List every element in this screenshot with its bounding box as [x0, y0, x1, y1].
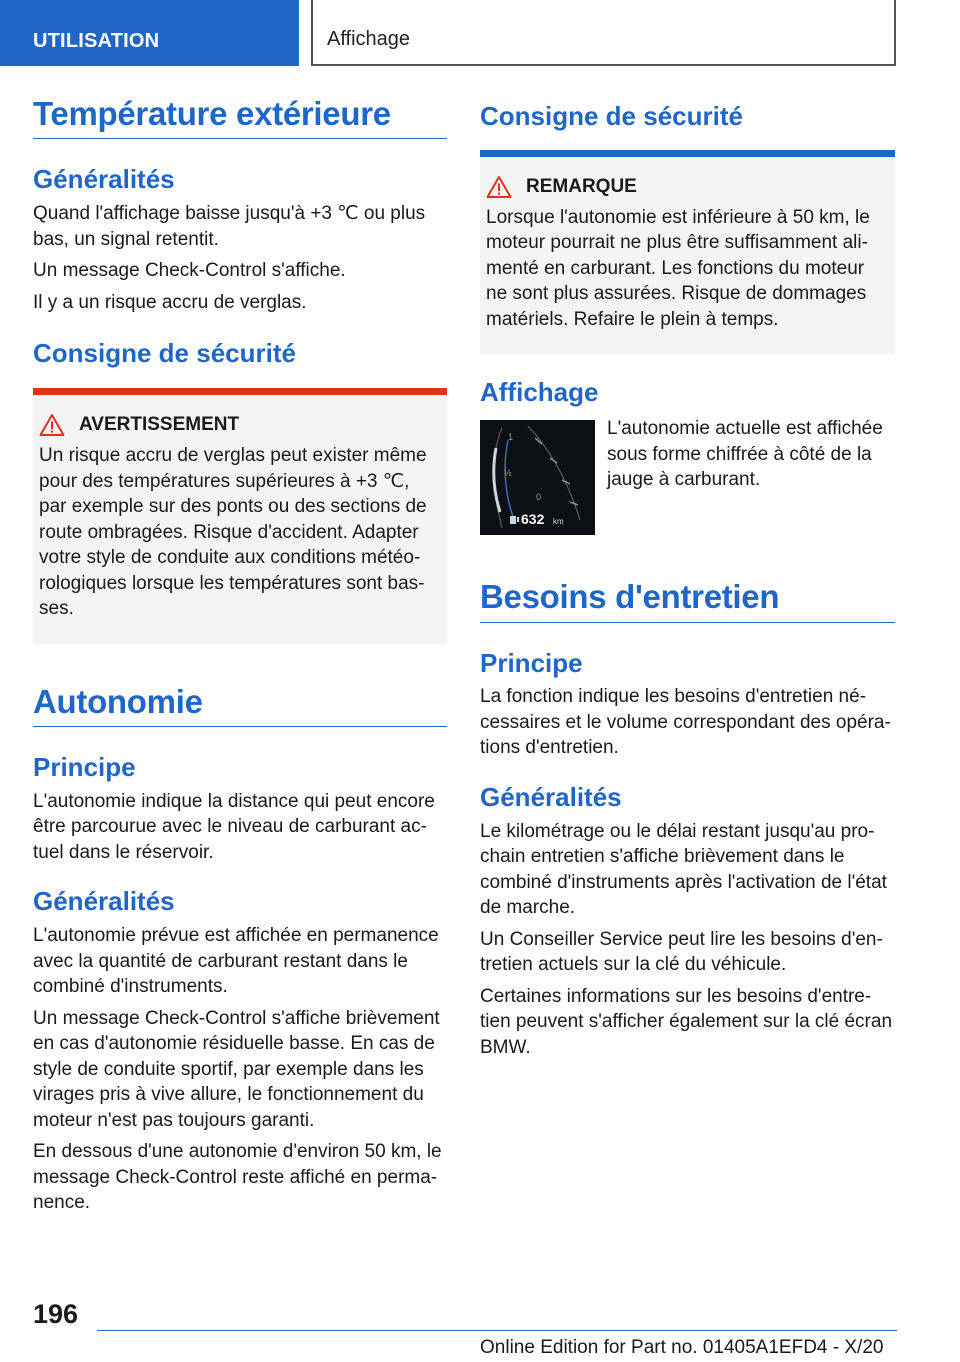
warning-box: [33, 388, 447, 644]
range-value: 632: [521, 511, 545, 528]
notice-text: Lorsque l'autonomie est inférieure à 50 km, le moteur pourrait ne plus être suffisamment alimenté en carburant. Les fonctions du moteur ne sont plus assurées. Risque de dommages matériels. Refaire le plein à temps.: [486, 206, 870, 330]
chapter-title: Affichage: [311, 0, 896, 66]
heading-principe: Principe: [480, 647, 583, 678]
left-column: [33, 96, 447, 1216]
heading-consigne-securite: Consigne de sécurité: [480, 101, 743, 131]
paragraph: La fonction indique les besoins d'entretien nécessaires et le volume correspondant des opérations d'entretien.: [480, 686, 891, 759]
affichage-row: [480, 420, 895, 535]
warning-triangle-icon: [39, 413, 65, 437]
paragraph: Un message Check-Control s'affiche brièvement en cas d'autonomie résiduelle basse. En cas de style de conduite sportif, par exemple dans les virages pris à vive allure, le fonctionnement du moteur n'est pas toujours garanti.: [33, 1007, 440, 1131]
warning-title: [39, 413, 441, 437]
page-number: 196: [33, 1299, 79, 1329]
paragraph: Certaines informations sur les besoins d'entretien peuvent s'afficher également sur la clé écran BMW.: [480, 985, 893, 1058]
range-unit: km: [553, 517, 564, 527]
right-column: [480, 96, 895, 1060]
notice-title: [486, 175, 889, 199]
fuel-gauge-image: [480, 420, 595, 535]
heading-consigne-securite: Consigne de sécurité: [33, 338, 296, 369]
paragraph: Quand l'affichage baisse jusqu'à +3 ℃ ou plus bas, un signal retentit.: [33, 203, 426, 250]
notice-label: REMARQUE: [526, 175, 637, 197]
gauge-mark-half: ½: [504, 468, 512, 479]
paragraph: En dessous d'une autonomie d'environ 50 km, le message Check-Control reste affiché en permanence.: [33, 1141, 442, 1214]
heading-generalites: Généralités: [33, 886, 175, 917]
warning-label: AVERTISSEMENT: [79, 414, 240, 436]
heading-generalites: Généralités: [33, 164, 175, 195]
footer-divider: [97, 1330, 897, 1331]
heading-affichage: Affichage: [480, 377, 599, 408]
warning-triangle-icon: [486, 175, 512, 199]
section-title-entretien: Besoins d'entretien: [480, 579, 895, 622]
gauge-mark-full: 1: [508, 432, 514, 443]
affichage-text: L'autonomie actuelle est affichée sous forme chiffrée à côté de la jauge à carburant.: [607, 418, 883, 491]
section-title-temperature: Température extérieure: [33, 96, 447, 139]
heading-principe: Principe: [33, 751, 136, 782]
notice-box: [480, 150, 895, 355]
paragraph: Il y a un risque accru de verglas.: [33, 291, 307, 313]
paragraph: Un Conseiller Service peut lire les besoins d'entretien actuels sur la clé du véhicule.: [480, 928, 883, 976]
gauge-mark-empty: 0: [536, 492, 542, 503]
paragraph: L'autonomie prévue est affichée en permanence avec la quantité de carburant restant dans le combiné d'instruments.: [33, 925, 439, 998]
heading-generalites: Généralités: [480, 781, 622, 812]
warning-text: Un risque accru de verglas peut exister même pour des températures supérieures à +3 ℃, par exemple sur des ponts ou des sections de route ombragées. Risque d'accident. Adapter votre style de conduite aux conditions météorologiques lorsque les températures sont basses.: [39, 445, 427, 620]
edition-info: Online Edition for Part no. 01405A1EFD4 - X/20: [480, 1337, 884, 1358]
paragraph: Le kilométrage ou le délai restant jusqu'au prochain entretien s'affiche brièvement dans le combiné d'instruments après l'activation de l'état de marche.: [480, 820, 887, 919]
paragraph: Un message Check-Control s'affiche.: [33, 260, 346, 282]
paragraph: L'autonomie indique la distance qui peut encore être parcourue avec le niveau de carburant actuel dans le réservoir.: [33, 790, 435, 863]
section-tab: UTILISATION: [0, 0, 299, 66]
section-title-autonomie: Autonomie: [33, 684, 447, 727]
